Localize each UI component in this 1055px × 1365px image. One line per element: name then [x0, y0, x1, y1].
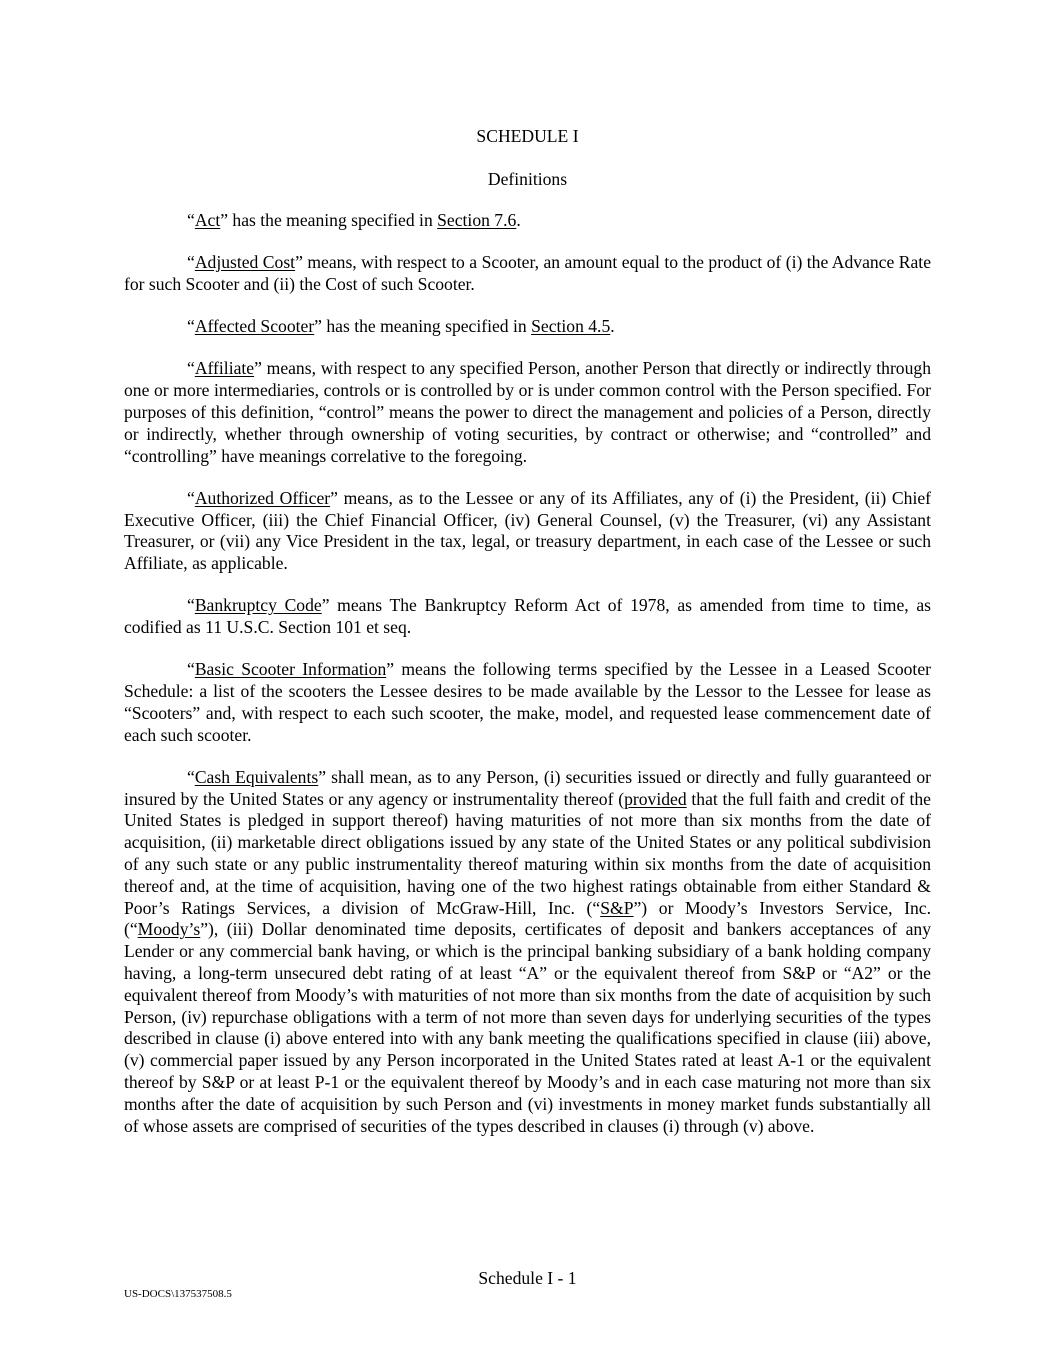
definition-text: ” means The Bankruptcy Reform Act of 1978, as amended from time to time, as codified as 11 U.S.C. Section 101 et seq.: [124, 595, 931, 638]
defined-term: Basic Scooter Information: [194, 659, 387, 680]
open-quote: “: [187, 210, 195, 230]
definition-basic-scooter-information: [124, 659, 931, 746]
defined-term: Act: [194, 210, 221, 230]
defined-term: Bankruptcy Code: [194, 595, 322, 616]
page-number-footer: Schedule I - 1: [478, 1268, 577, 1288]
defined-term: Cash Equivalents: [194, 766, 319, 787]
open-quote: “: [187, 595, 195, 616]
open-quote: “: [187, 659, 195, 680]
schedule-title: SCHEDULE I: [476, 126, 579, 146]
definition-text: ” means the following terms specified by the Lessee in a Leased Scooter Schedule: a list of the scooters the Lessee desires to be made available by the Lessor to the Lessee for lease as “Scooters” and, with respect to each such scooter, the make, model, and requested lease commencement date of each such scooter.: [124, 659, 931, 745]
definition-text: ” shall mean, as to any Person, (i) securities issued or directly and fully guaranteed or insured by the United States or any agency or instrumentality thereof (: [124, 766, 931, 809]
definition-authorized-officer: [124, 488, 931, 575]
definition-text: ” means, as to the Lessee or any of its Affiliates, any of (i) the President, (ii) Chief Executive Officer, (iii) the Chief Financial Officer, (iv) General Counsel, (v) the Treasurer, (vi) any Assistant Treasurer, or (vii) any Vice President in the tax, legal, or treasury department, in each case of the Lessee or such Affiliate, as applicable.: [124, 487, 931, 574]
open-quote: “: [187, 358, 195, 379]
sp-term: S&P: [600, 897, 634, 918]
section-reference: Section 4.5: [531, 316, 611, 337]
document-id: US-DOCS\137537508.5: [124, 1288, 232, 1300]
defined-term: Authorized Officer: [194, 487, 331, 508]
definition-text: .: [516, 210, 521, 230]
definition-text: .: [610, 316, 615, 337]
definition-text: that the full faith and credit of the United States is pledged in support thereof) having maturities of not more than six months from the date of acquisition, (ii) marketable direct obligations issued by any state of the United States or any political subdivision of any such state or any public instrumentality thereof maturing within six months from the date of acquisition thereof and, at the time of acquisition, having one of the two highest ratings obtainable from either Standard & Poor’s Ratings Services, a division of McGraw-Hill, Inc. (“: [124, 788, 931, 918]
moodys-term: Moody’s: [137, 919, 201, 940]
open-quote: “: [187, 766, 195, 787]
definition-text: ” means, with respect to any specified Person, another Person that directly or indirectly through one or more intermediaries, controls or is controlled by or is under common control with the Person specified. For purposes of this definition, “control” means the power to direct the management and policies of a Person, directly or indirectly, whether through ownership of voting securities, by contract or otherwise; and “controlled” and “controlling” have meanings correlative to the foregoing.: [124, 358, 931, 466]
defined-term: Affiliate: [194, 358, 255, 379]
definition-act: [124, 210, 931, 232]
definition-text: ”), (iii) Dollar denominated time deposits, certificates of deposit and bankers acceptances of any Lender or any commercial bank having, or which is the principal banking subsidiary of a bank holding company having, a long-term unsecured debt rating of at least “A” or the equivalent thereof from S&P or “A2” or the equivalent thereof from Moody’s with maturities of not more than six months from the date of acquisition by such Person, (iv) repurchase obligations with a term of not more than seven days for underlying securities of the types described in clause (i) above entered into with any bank meeting the qualifications specified in clause (iii) above, (v) commercial paper issued by any Person incorporated in the United States rated at least A-1 or the equivalent thereof by S&P or at least P-1 or the equivalent thereof by Moody’s and in each case maturing not more than six months after the date of acquisition by such Person and (vi) investments in money market funds substantially all of whose assets are comprised of securities of the types described in clauses (i) through (v) above.: [124, 919, 931, 1136]
open-quote: “: [187, 316, 195, 337]
definitions-body: [124, 210, 931, 1158]
definition-bankruptcy-code: [124, 595, 931, 639]
definition-text: ” has the meaning specified in: [314, 316, 532, 337]
defined-term: Affected Scooter: [194, 316, 315, 337]
definition-affiliate: [124, 358, 931, 467]
definition-cash-equivalents: [124, 767, 931, 1138]
provided-term: provided: [624, 788, 687, 809]
definition-text: ” has the meaning specified in: [220, 210, 438, 230]
open-quote: “: [187, 487, 195, 508]
section-reference: Section 7.6: [437, 210, 517, 230]
definitions-subtitle: Definitions: [487, 169, 568, 189]
definition-adjusted-cost: [124, 252, 931, 296]
definition-text: ” means, with respect to a Scooter, an amount equal to the product of (i) the Advance Rate for such Scooter and (ii) the Cost of such Scooter.: [124, 252, 931, 294]
definition-text: ”) or Moody’s Investors Service, Inc. (“: [124, 897, 931, 940]
defined-term: Adjusted Cost: [194, 252, 296, 273]
open-quote: “: [187, 252, 195, 273]
definition-affected-scooter: [124, 316, 931, 338]
